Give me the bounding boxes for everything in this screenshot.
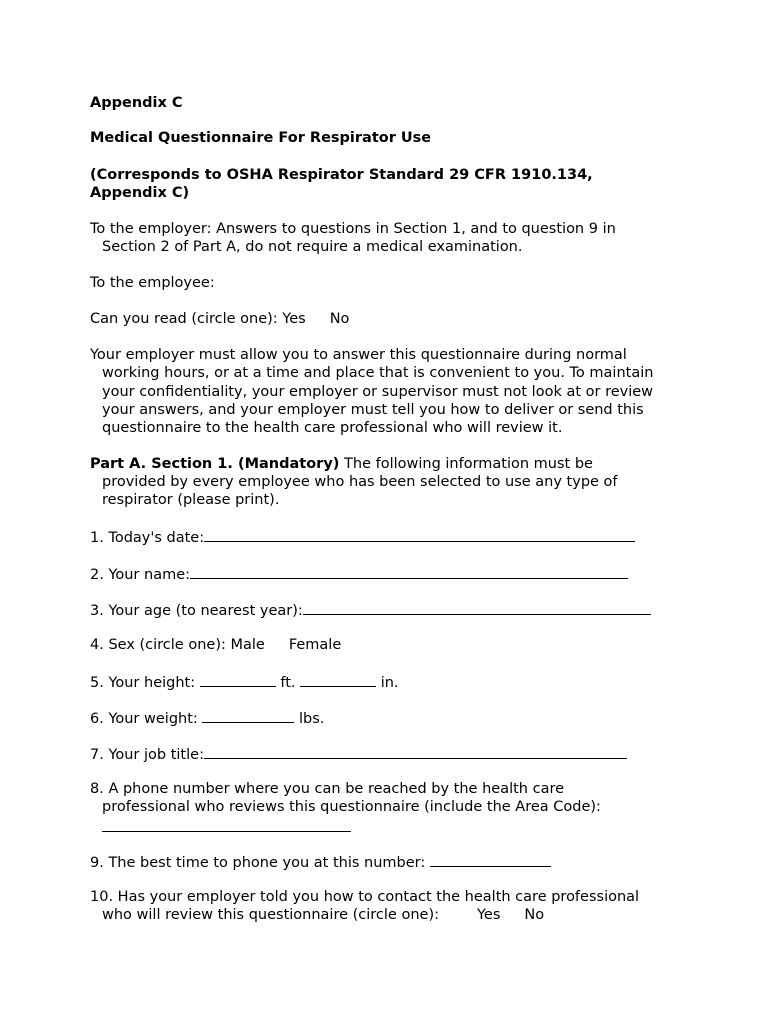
date-field[interactable]	[204, 527, 635, 542]
section-heading-bold: Part A. Section 1. (Mandatory)	[90, 456, 340, 472]
section-heading-line2: provided by every employee who has been selected to use any type of	[102, 474, 618, 490]
height-feet-field[interactable]	[200, 672, 276, 687]
question-3-label: 3. Your age (to nearest year):	[90, 603, 303, 619]
question-7-label: 7. Your job title:	[90, 747, 204, 763]
question-6	[90, 708, 690, 728]
read-question	[90, 310, 690, 328]
employer-note-line1: To the employer: Answers to questions in Section 1, and to question 9 in	[90, 221, 616, 237]
read-question-text: Can you read (circle one): Yes	[90, 311, 306, 327]
height-feet-unit: ft.	[280, 675, 296, 691]
question-2-label: 2. Your name:	[90, 567, 191, 583]
height-inches-unit: in.	[380, 675, 399, 691]
question-2	[90, 564, 690, 584]
question-3	[90, 600, 690, 620]
best-time-field[interactable]	[430, 852, 551, 867]
job-title-field[interactable]	[204, 744, 627, 759]
section-heading-line3: respirator (please print).	[102, 492, 280, 508]
appendix-label: Appendix C	[90, 95, 183, 111]
read-option-no[interactable]: No	[329, 311, 350, 327]
contact-option-yes[interactable]: Yes	[477, 907, 501, 923]
question-7	[90, 744, 690, 764]
question-10-label: who will review this questionnaire (circle one):	[102, 907, 439, 923]
question-1	[90, 527, 690, 547]
question-1-label: 1. Today's date:	[90, 530, 205, 546]
question-5	[90, 672, 690, 692]
question-4	[90, 636, 690, 654]
section-heading-rest: The following information must be	[339, 456, 593, 472]
confidentiality-para-line2: working hours, or at a time and place that is convenient to you. To maintain	[102, 365, 654, 381]
confidentiality-para-line5: questionnaire to the health care professional who will review it.	[102, 420, 563, 436]
weight-field[interactable]	[202, 708, 294, 723]
document-subtitle-line1: (Corresponds to OSHA Respirator Standard 29 CFR 1910.134,	[90, 167, 593, 183]
height-inches-field[interactable]	[300, 672, 376, 687]
section-heading-line1	[90, 455, 690, 473]
name-field[interactable]	[190, 564, 628, 579]
contact-option-no[interactable]: No	[524, 907, 545, 923]
question-9	[90, 852, 690, 872]
document-title: Medical Questionnaire For Respirator Use	[90, 130, 432, 146]
confidentiality-para-line4: your answers, and your employer must tell you how to deliver or send this	[102, 402, 644, 418]
age-field[interactable]	[303, 600, 651, 615]
question-9-label: 9. The best time to phone you at this number:	[90, 855, 426, 871]
question-8-line1: 8. A phone number where you can be reached by the health care	[90, 781, 565, 797]
question-6-label: 6. Your weight:	[90, 711, 198, 727]
phone-number-field[interactable]	[102, 831, 351, 832]
question-8-line2: professional who reviews this questionnaire (include the Area Code):	[102, 799, 601, 815]
confidentiality-para-line3: your confidentiality, your employer or supervisor must not look at or review	[102, 384, 654, 400]
employer-note-line2: Section 2 of Part A, do not require a medical examination.	[102, 239, 523, 255]
question-10-line1: 10. Has your employer told you how to contact the health care professional	[90, 889, 640, 905]
confidentiality-para-line1: Your employer must allow you to answer this questionnaire during normal	[90, 347, 627, 363]
employee-heading: To the employee:	[90, 275, 215, 291]
document-subtitle-line2: Appendix C)	[90, 185, 190, 201]
question-10-line2	[102, 906, 702, 924]
question-4-label: 4. Sex (circle one): Male	[90, 637, 265, 653]
weight-unit: lbs.	[299, 711, 325, 727]
question-5-label: 5. Your height:	[90, 675, 196, 691]
sex-option-female[interactable]: Female	[288, 637, 342, 653]
